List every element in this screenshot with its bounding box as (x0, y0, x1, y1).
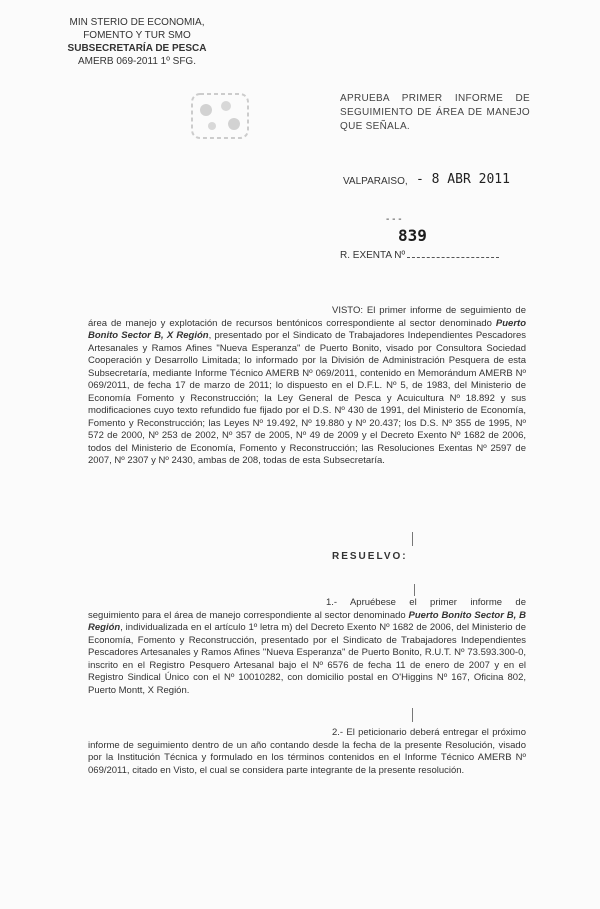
exenta-number-line (340, 250, 499, 261)
letterhead-subsecretaria: SUBSECRETARÍA DE PESCA (67, 43, 207, 54)
margin-mark (412, 532, 413, 546)
item-1-lead: 1.- Apruébese el primer informe de seguimiento para el área de manejo correspondiente al sector denominado (88, 597, 526, 621)
visto-lead: VISTO: El primer informe de seguimiento de área de manejo y explotación de recursos bentónicos correspondiente al sector denominado (88, 305, 526, 329)
place-label: VALPARAISO, (343, 176, 408, 187)
dash-marks: - - - (386, 214, 402, 225)
letterhead-ministry: MIN STERIO DE ECONOMIA, (69, 17, 205, 28)
resuelvo-heading: RESUELVO: (332, 551, 408, 562)
date-stamp: - 8 ABR 2011 (416, 172, 510, 187)
item-1-sector: Puerto Bonito Sector B, B Región (88, 609, 526, 633)
resolution-subject: APRUEBA PRIMER INFORME DE SEGUIMIENTO DE ÁREA DE MANEJO QUE SEÑALA. (340, 93, 530, 132)
resolution-number: 839 (398, 226, 427, 245)
margin-mark (412, 708, 413, 722)
letterhead-ministry-2: FOMENTO Y TUR SMO (83, 30, 191, 41)
visto-paragraph (88, 305, 526, 468)
exenta-label: R. EXENTA Nº (340, 250, 406, 261)
margin-mark (414, 584, 415, 596)
exenta-blank-line (407, 257, 499, 258)
visto-rest: , presentado por el Sindicato de Trabajadores Independientes Pescadores Artesanales y Ramos Afines "Nueva Esperanza" de Puerto Bonito, visado por Consultora Sociedad Cooperación y Desarrollo Limitada; lo informado por la División de Administración Pesquera de esta Subsecretaría, mediante Informe Técnico AMERB Nº 069/2011, contenido en Memorándum AMERB Nº 069/2011, de fecha 17 de marzo de 2011; lo dispuesto en el D.F.L. Nº 5, de 1983, del Ministerio de Economía Fomento y Reconstrucción; la Ley General de Pesca y Acuicultura Nº 18.892 y sus modificaciones cuyo texto refundido fue fijado por el D.S. Nº 430 de 1991, del Ministerio de Economía, Fomento y Reconstrucción; las Leyes Nº 19.492, Nº 19.880 y Nº 20.437; los D.S. Nº 355 de 1995, Nº 572 de 2000, Nº 253 de 2002, Nº 357 de 2005, Nº 49 de 2009 y el Decreto Exento Nº 1682 de 2006, todos del Ministerio de Economía, Fomento y Reconstrucción; las Resoluciones Exentas Nº 2597 de 2007, Nº 2307 y Nº 2430, ambas de 208, todas de esta Subsecretaría. (88, 330, 527, 466)
faded-stamp-icon (186, 86, 256, 146)
visto-sector: Puerto Bonito Sector B, X Región (88, 317, 526, 341)
letterhead (62, 16, 212, 68)
item-1-paragraph (88, 597, 526, 697)
item-2-paragraph: 2.- El peticionario deberá entregar el próximo informe de seguimiento dentro de un año contando desde la fecha de la presente Resolución, visado por la Institución Técnica y formulado en los términos contenidos en el Informe Técnico AMERB Nº 069/2011, citado en Visto, el cual se considera parte integrante de la presente resolución. (88, 727, 526, 776)
item-1-rest: , individualizada en el artículo 1º letra m) del Decreto Exento Nº 1682 de 2006, del Ministerio de Economía, Fomento y Reconstrucción, presentado por el Sindicato de Trabajadores Independientes Pescadores Artesanales y Ramos Afines "Nueva Esperanza" de Puerto Bonito, R.U.T. Nº 73.593.300-0, inscrito en el Registro Pesquero Artesanal bajo el Nº 6576 de fecha 11 de enero de 2007 y en el Registro Sindical Único con el Nº 10010282, con domicilio postal en O'Higgins Nº 167, Oficina 802, Puerto Montt, X Región. (88, 622, 526, 696)
letterhead-reference: AMERB 069-2011 1º SFG. (78, 56, 196, 67)
